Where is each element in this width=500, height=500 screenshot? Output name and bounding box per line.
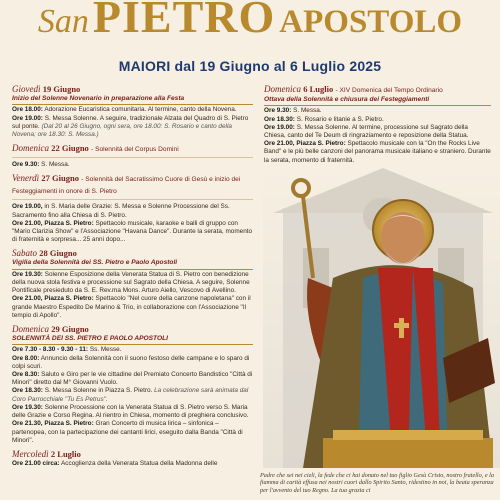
day-date: 22 Giugno (51, 143, 89, 154)
day-name: Domenica (12, 143, 49, 154)
saint-peter-statue-illustration (263, 168, 500, 468)
day-heading: Vigilia della Solennità dei SS. Pietro e Paolo Apostoli (12, 259, 253, 269)
day-name: Domenica (264, 84, 301, 94)
day-heading: SOLENNITÀ DEI SS. PIETRO E PAOLO APOSTOLI (12, 335, 253, 345)
event-item: Ore 21.00, Piazza S. Pietro: Spettacolo musicale con la "On the Rocks Live Band" e le più belle canzoni del panorama musicale italiano e straniero. Durante la serata, momento di fraternità. (264, 140, 491, 164)
statue-svg (263, 168, 500, 468)
event-item: Ore 18.30: S. Rosario e litanie a S. Pietro. (264, 115, 384, 123)
left-program-column (12, 84, 253, 472)
event-item: Ore 9.30: S. Messa. (264, 107, 322, 115)
day-block-22-giugno (12, 143, 253, 169)
event-item: Ore 8.00: Annuncio della Solennità con il suono festoso delle campane e lo sparo di colpi scuri. (12, 354, 250, 370)
event-item: Ore 7.30 - 8.30 - 9.30 - 11: Ss. Messe. (12, 346, 122, 354)
day-block-29-giugno (12, 324, 253, 445)
title-pietro: PIETRO (92, 0, 276, 42)
event-item: Ore 18.30: S. Messa Solenne in Piazza S. Pietro. La celebrazione sarà animata dal Coro Parrocchiale "Tu Es Petrus". (12, 387, 249, 403)
day-block-19-giugno (12, 84, 253, 139)
day-heading: Ottava della Solennità e chiusura dei Festeggiamenti (264, 96, 491, 106)
day-subtitle: - Solennità del Sacratissimo Cuore di Gesù e inizio dei Festeggiamenti in onore di S. Pietro (12, 176, 241, 196)
day-name: Domenica (12, 324, 49, 335)
event-item: Ore 21.00, Piazza S. Pietro: Spettacolo "Nel cuore della canzone napoletana" con il grande Maestro Espedito De Marino & Trio, in collaborazione con l'Associazione "Il tempio di Apollo". (12, 295, 251, 319)
day-date: 27 Giugno (41, 173, 79, 184)
day-name: Venerdì (12, 173, 40, 184)
day-subtitle: - Solennità del Corpus Domini (91, 146, 179, 154)
day-date: 29 Giugno (51, 324, 89, 335)
day-name: Giovedì (12, 84, 41, 94)
event-item: Ore 21.00 circa: Accoglienza della Venerata Statua della Madonna delle (12, 459, 218, 467)
day-date: 6 Luglio (303, 84, 334, 94)
title-san: San (37, 3, 89, 40)
event-dates: MAIORI dal 19 Giugno al 6 Luglio 2025 (118, 58, 382, 74)
day-block-6-luglio (264, 84, 491, 165)
event-item: Ore 18.00: Adorazione Eucaristica comunitaria. Al termine, canto della Novena. (12, 106, 237, 114)
day-block-27-giugno (12, 173, 253, 244)
poster-title (0, 0, 500, 42)
event-item: Ore 8.30: Saluto e Giro per le vie cittadine del Premiato Concerto Bandistico "Città di Minori" diretto dal M° Giovanni Vuolo. (12, 371, 253, 387)
day-name: Mercoledì (12, 448, 49, 459)
event-item: Ore 21.00, Piazza S. Pietro: Spettacolo musicale, karaoke e balli di gruppo con "Mario Clarizia Show" e l'Associazione "Havana Dance". Durante la serata, momento di fraternità e sorpresa... 25 anni dopo... (12, 219, 253, 244)
day-date: 2 Luglio (50, 448, 81, 459)
day-subtitle: - XIV Domenica del Tempo Ordinario (335, 87, 443, 94)
event-item: Ore 19.30: Solenne Esposizione della Venerata Statua di S. Pietro con benedizione della nuova stola festiva e processione sul Sagrato della Chiesa. A seguire, Solenne Pontificale presieduto da S. E. Rev.ma Mons. Arturo Aiello, Vescovo di Avellino. (12, 270, 250, 295)
day-block-28-giugno (12, 248, 253, 320)
event-item: Ore 19.00: S. Messa Solenne. A seguire, tradizionale Alzata del Quadro di S. Pietro sul ponte. (Dal 20 al 26 Giugno, ogni sera, ore 18.00: S. Rosario e canto della Novena; ore 18.30: S. Messa.) (12, 114, 249, 139)
title-apostolo: APOSTOLO (279, 4, 463, 40)
event-item: Ore 9.30: S. Messa. (12, 161, 70, 169)
right-program-column (264, 84, 491, 169)
day-name: Sabato (12, 248, 38, 259)
event-item: Ore 19.00: S. Messa Solenne. Al termine, processione sul Sagrato della Chiesa, canto del Te Deum di ringraziamento e reposizione della Statua. (264, 123, 469, 140)
day-heading: Inizio del Solenne Novenario in preparazione alla Festa (12, 95, 253, 105)
day-block-2-luglio (12, 449, 253, 468)
day-date: 19 Giugno (42, 84, 81, 94)
event-item: Ore 21.30, Piazza S. Pietro: Gran Concerto di musica lirica – sinfonica – partenopea, con la partecipazione dei cantanti lirici, eseguito dalla Banda "Città di Minori". (12, 420, 243, 444)
event-item: Ore 19.00, in S. Maria delle Grazie: S. Messa e Solenne Processione del Ss. Sacramento fino alla Chiesa di S. Pietro. (12, 203, 230, 219)
event-item: Ore 19.30: Solenne Processione con la Venerata Statua di S. Pietro verso S. Maria delle Grazie e Corso Regina. Al rientro in Chiesa, momento di preghiera conclusivo. (12, 403, 249, 420)
day-date: 28 Giugno (39, 248, 77, 259)
prayer-caption: Padre che sei nei cieli, la fede che ci hai donato nel tuo figlio Gesù Cristo, nostro fratello, e la fiamma di carità effusa nei nostri cuori dallo Spirito Santo, ridestino in noi, la beata speranza per l'avvento del tuo Regno. La tua grazia ci (260, 472, 494, 494)
